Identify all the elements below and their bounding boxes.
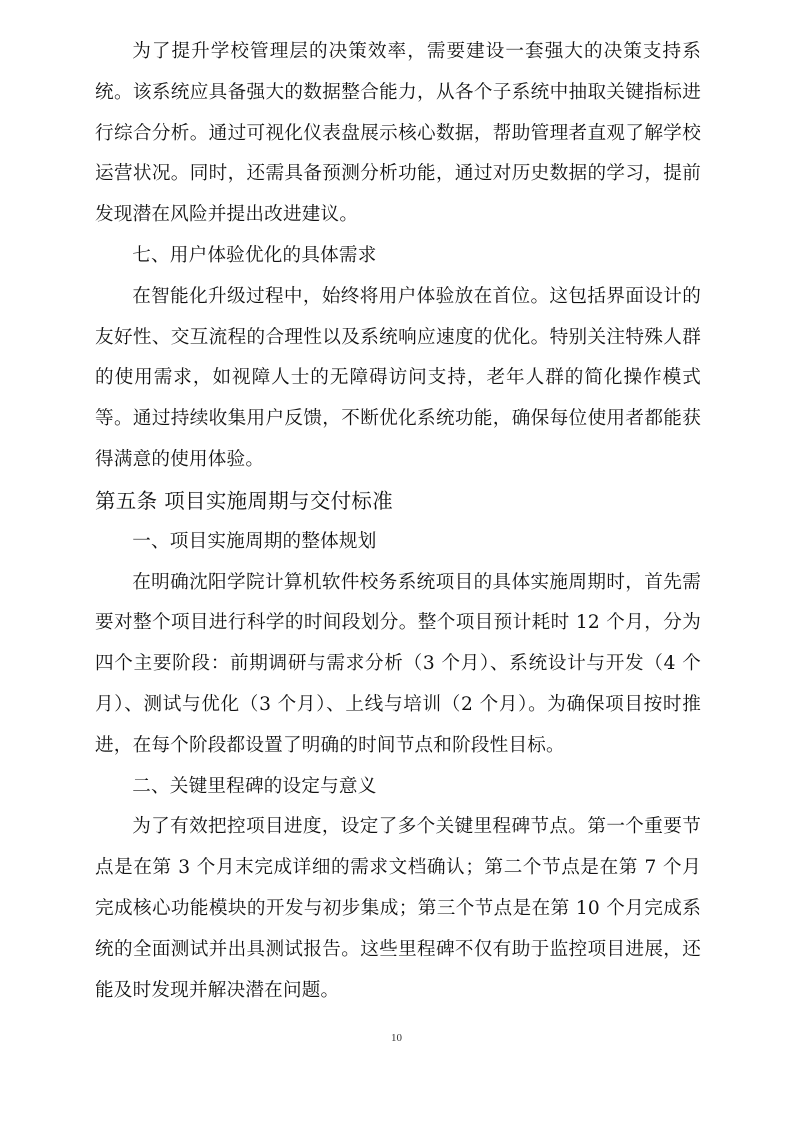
document-body: [95, 32, 701, 1011]
paragraph-implementation-period: 在明确沈阳学院计算机软件校务系统项目的具体实施周期时，首先需要对整个项目进行科学的时间段划分。整个项目预计耗时 12 个月，分为四个主要阶段：前期调研与需求分析（3 个月）、系统设计与开发（4 个月）、测试与优化（3 个月）、上线与培训（2 个月）。为确保项目按时推进，在每个阶段都设置了明确的时间节点和阶段性目标。: [95, 571, 701, 756]
page-number: 10: [391, 1032, 402, 1044]
section-heading-implementation-period: 一、项目实施周期的整体规划: [132, 530, 377, 552]
article-heading-article-five: 第五条 项目实施周期与交付标准: [95, 488, 394, 513]
section-heading-milestones: 二、关键里程碑的设定与意义: [132, 775, 377, 797]
paragraph-decision-support: 为了提升学校管理层的决策效率，需要建设一套强大的决策支持系统。该系统应具备强大的数据整合能力，从各个子系统中抽取关键指标进行综合分析。通过可视化仪表盘展示核心数据，帮助管理者直观了解学校运营状况。同时，还需具备预测分析功能，通过对历史数据的学习，提前发现潜在风险并提出改进建议。: [95, 41, 701, 226]
paragraph-user-experience: 在智能化升级过程中，始终将用户体验放在首位。这包括界面设计的友好性、交互流程的合理性以及系统响应速度的优化。特别关注特殊人群的使用需求，如视障人士的无障碍访问支持，老年人群的简化操作模式等。通过持续收集用户反馈，不断优化系统功能，确保每位使用者都能获得满意的使用体验。: [95, 285, 701, 470]
paragraph-milestones: 为了有效把控项目进度，设定了多个关键里程碑节点。第一个重要节点是在第 3 个月末完成详细的需求文档确认；第二个节点是在第 7 个月完成核心功能模块的开发与初步集成；第三个节点是在第 10 个月完成系统的全面测试并出具测试报告。这些里程碑不仅有助于监控项目进展，还能及时发现并解决潜在问题。: [95, 816, 701, 1001]
section-heading-user-experience: 七、用户体验优化的具体需求: [132, 244, 377, 266]
